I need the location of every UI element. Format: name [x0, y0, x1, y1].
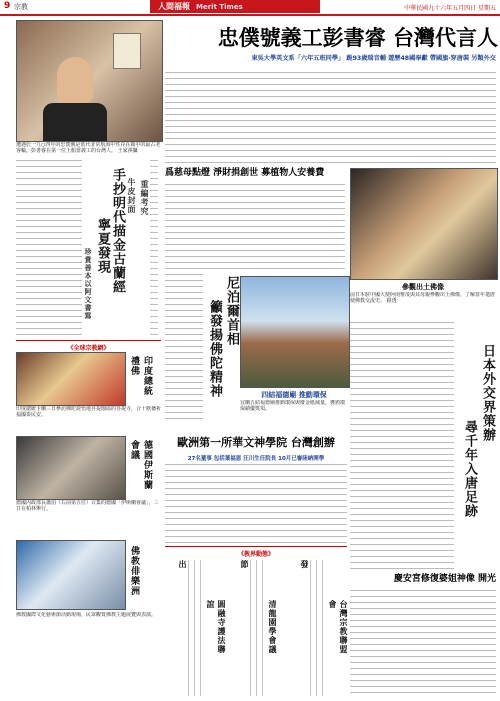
japan-photo-caption: 前日本駐中國大使阿南惟茂與其母親參觀出土佛像，了解當年遣唐使佛教交流史。 路透 [350, 292, 496, 304]
event-item-1: 出 [178, 560, 188, 569]
temple-photo-caption: 宜蘭五結福德廟推動環保與廢金紙減量，獲頒環保績優獎項。 [240, 400, 346, 412]
brief-caption-india: 印度總統卡蘭三日參訪佛陀證悟地菩提伽耶的菩提寺，合十默禱祈福國泰民安。 [16, 406, 161, 418]
event-item-6: 台灣宗教聯盟會 [328, 600, 349, 654]
event-item-5: 發 [300, 560, 310, 569]
world-briefs-label: 《全球宗教網》 [16, 340, 161, 352]
temple-body-text [350, 590, 496, 696]
masthead-english: Merit Times [196, 3, 243, 11]
book-headline-a: 手抄明代描金古蘭經 [110, 168, 125, 294]
masthead-title: 人間福報 [158, 1, 190, 11]
charity-headline: 爲慈母點燈 淨財捐創世 募植物人安養費 [165, 168, 325, 178]
book-body-text-2 [150, 160, 158, 336]
nepal-headline-b: 籲發揚佛陀精神 [207, 300, 222, 398]
lead-body-text [165, 72, 496, 164]
japan-headline-a: 日本外交界策辦 [480, 344, 495, 442]
brief-title-germany: 德國伊斯蘭會議 [129, 440, 152, 490]
lead-photo [16, 20, 163, 142]
lead-headline: 忠僕號義工彭書睿 台灣代言人 [217, 25, 498, 50]
temple-photo [240, 276, 350, 388]
nepal-body-text [165, 274, 203, 422]
academy-headline: 歐洲第一所華文神學院 台灣創辦 [177, 436, 335, 449]
person-figure [57, 57, 93, 103]
brief-title-india: 印度總統禮佛 [129, 356, 152, 396]
event-item-3: 節 [240, 560, 250, 569]
event-item-4: 清龍園學會議 [268, 600, 278, 654]
japan-photo-label: 參觀出土佛像 [402, 282, 444, 291]
book-sub-a: 牛皮封面 [127, 178, 137, 214]
temple-photo-label: 四結福德廟 推動環保 [261, 390, 327, 399]
events-body-2 [250, 560, 264, 696]
wall-plaque [113, 33, 141, 69]
event-item-2: 圓融寺護法聯誼 [206, 600, 227, 654]
events-body-3 [310, 560, 324, 696]
brief-title-festival: 佛教俳樂洲 [129, 546, 139, 596]
japan-headline-b: 尋千年入唐足跡 [462, 420, 477, 518]
brief-photo-festival [16, 540, 126, 610]
book-sub-b: 重編考究 [140, 180, 150, 216]
japan-photo [350, 168, 498, 280]
charity-body-text [165, 184, 345, 270]
japan-body-text [350, 322, 454, 570]
lead-photo-caption: 遭遇於一九○四年的忠僕號是當代非常航海中性存在做中的最古老客輪，彭書睿在第一位上船當義工的台灣人。 王家祺攝 [16, 142, 161, 154]
temple-headline: 慶安宮修復婆姐神像 開光 [393, 574, 496, 584]
lead-subhead: 東吳大學英文系「六年五班同學」 跪93歲瑞音輔 遊歷48國奉獻 帶國旗‧穿唐裝 另類外交 [251, 55, 496, 62]
brief-caption-germany: 德國內政部長蕭伯（右前第五位）召集的德國「伊斯蘭會議」，三日在柏林舉行。 [16, 500, 159, 512]
brief-caption-festival: 佛教國際文化藝術節活動現場，民眾觀賞佛教主題展覽與表演。 [16, 612, 157, 618]
brief-photo-germany [16, 436, 126, 500]
section-name: 宗教 [14, 3, 28, 11]
page-header [0, 0, 500, 14]
header-rule [0, 14, 500, 16]
book-headline-b: 寧夏發現 [95, 218, 110, 274]
book-body-text [16, 160, 82, 336]
nepal-headline-a: 尼泊爾首相 [224, 276, 239, 346]
events-body-1 [188, 560, 202, 696]
masthead-logo [150, 0, 320, 13]
issue-date: 中華民國九十六年五月四日 星期五 [404, 5, 496, 12]
academy-subhead: 27名董事 包括葉福恩 汪川生任院長 10月已審陸納開學 [187, 456, 325, 462]
book-sub-c: 珍貴善本以阿文書寫 [84, 248, 93, 320]
events-label: 《教界動態》 [165, 546, 347, 558]
page-number: 9 [4, 1, 11, 11]
academy-body-text [165, 464, 347, 544]
person-shirt [43, 103, 107, 141]
brief-photo-india [16, 352, 126, 406]
